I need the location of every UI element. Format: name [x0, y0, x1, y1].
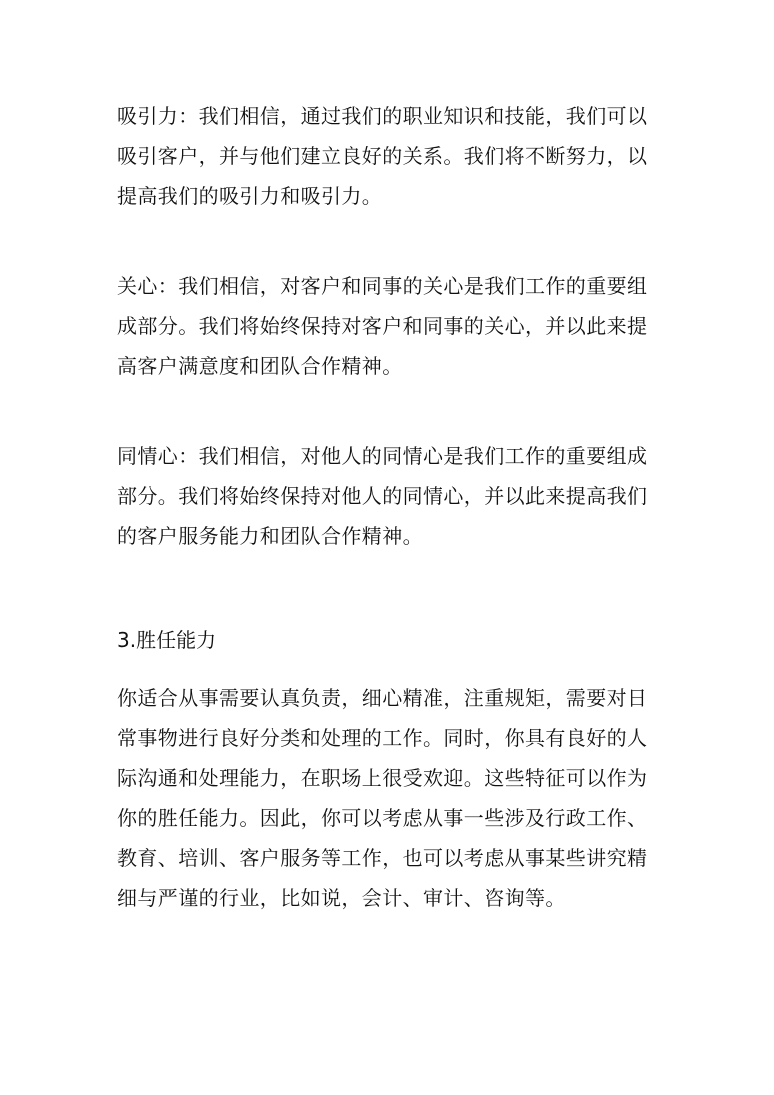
- paragraph-competency: 你适合从事需要认真负责，细心精准，注重规矩，需要对日常事物进行良好分类和处理的工作。同时，你具有良好的人际沟通和处理能力，在职场上很受欢迎。这些特征可以作为你的胜任能力。因此，你可以考虑从事一些涉及行政工作、教育、培训、客户服务等工作，也可以考虑从事某些讲究精细与严谨的行业，比如说，会计、审计、咨询等。: [117, 686, 648, 910]
- paragraph-care: 关心：我们相信，对客户和同事的关心是我们工作的重要组成部分。我们将始终保持对客户和同事的关心，并以此来提高客户满意度和团队合作精神。: [117, 274, 648, 378]
- paragraph-gap: [117, 660, 662, 678]
- document-page: [117, 96, 662, 918]
- paragraph-gap: [117, 216, 662, 266]
- paragraph-gap: [117, 556, 662, 620]
- paragraph-gap: [117, 386, 662, 436]
- paragraph-attraction: 吸引力：我们相信，通过我们的职业知识和技能，我们可以吸引客户，并与他们建立良好的关系。我们将不断努力，以提高我们的吸引力和吸引力。: [117, 104, 648, 208]
- section-heading-competency: 3.胜任能力: [117, 628, 217, 652]
- paragraph-compassion: 同情心：我们相信，对他人的同情心是我们工作的重要组成部分。我们将始终保持对他人的同情心，并以此来提高我们的客户服务能力和团队合作精神。: [117, 444, 648, 548]
